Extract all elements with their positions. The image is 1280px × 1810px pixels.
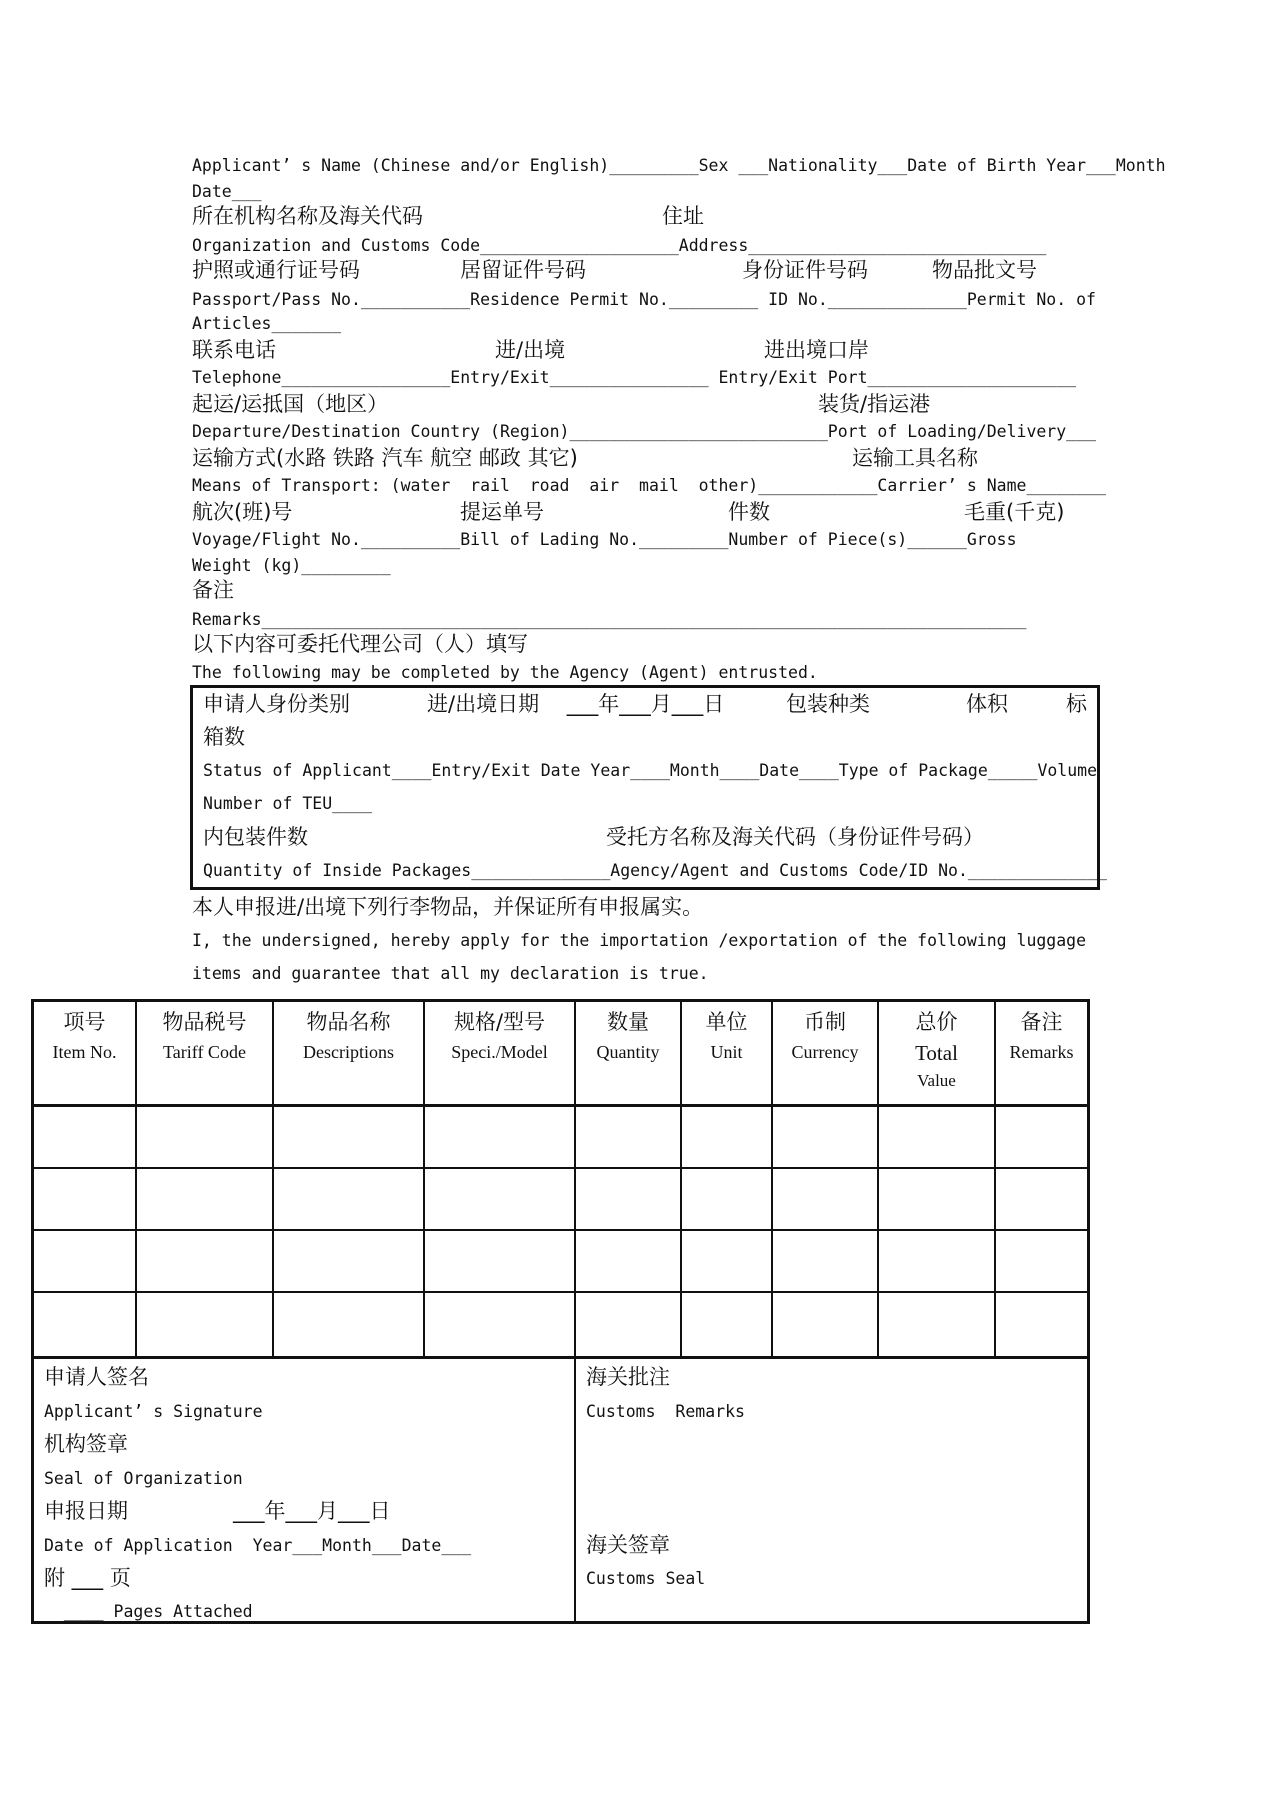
col-header-en: Quantity bbox=[596, 1042, 660, 1062]
col-header-en: Speci./Model bbox=[451, 1042, 548, 1062]
country-zh-label: 起运/运抵国（地区） bbox=[192, 392, 389, 416]
entry-date-zh-label: 进/出境日期 ___年___月___日 bbox=[427, 692, 725, 716]
teu-zh-label-b: 箱数 bbox=[203, 725, 245, 749]
col-header-quantity bbox=[576, 1008, 680, 1061]
application-date-zh: 申报日期 ___年___月___日 bbox=[44, 1499, 391, 1523]
seal-org-en: Seal of Organization bbox=[44, 1469, 243, 1488]
col-header-zh: 规格/型号 bbox=[453, 1010, 546, 1034]
ids-en-line: Passport/Pass No.___________Residence Permit No._________ ID No.______________Permit No. of bbox=[192, 290, 1096, 309]
transport-en-line: Means of Transport: (water rail road air mail other)____________Carrier’ s Name________ bbox=[192, 476, 1106, 495]
declaration-en-line: I, the undersigned, hereby apply for the importation /exportation of the following luggage bbox=[192, 931, 1087, 950]
customs-remarks-en: Customs Remarks bbox=[586, 1402, 745, 1421]
col-header-zh: 项号 bbox=[63, 1010, 106, 1034]
residence-zh-label: 居留证件号码 bbox=[460, 258, 586, 282]
voyage-zh-label: 航次(班)号 bbox=[192, 500, 293, 524]
id-zh-label: 身份证件号码 bbox=[742, 258, 868, 282]
loading-port-zh-label: 装货/指运港 bbox=[818, 392, 931, 416]
seal-org-zh: 机构签章 bbox=[44, 1432, 128, 1456]
col-header-zh: 单位 bbox=[705, 1010, 748, 1034]
agent-zh-label: 受托方名称及海关代码（身份证件号码） bbox=[606, 825, 984, 849]
customs-seal-zh: 海关签章 bbox=[586, 1533, 670, 1557]
col-header-en: Tariff Code bbox=[163, 1042, 246, 1062]
org-zh-label: 所在机构名称及海关代码 bbox=[192, 204, 423, 228]
transport-zh-label: 运输方式(水路 铁路 汽车 航空 邮政 其它) bbox=[192, 446, 578, 470]
contact-en-line: Telephone_________________Entry/Exit________________ Entry/Exit Port_____________________ bbox=[192, 368, 1077, 387]
col-header-en: Total bbox=[915, 1041, 958, 1065]
applicant-signature-en: Applicant’ s Signature bbox=[44, 1402, 263, 1421]
agency-en-heading: The following may be completed by the Agency (Agent) entrusted. bbox=[192, 663, 818, 682]
col-header-model bbox=[425, 1008, 574, 1061]
col-header-total-value bbox=[879, 1008, 994, 1089]
header-divider bbox=[34, 1104, 1087, 1107]
inside-zh-label: 内包装件数 bbox=[203, 825, 308, 849]
port-zh-label: 进出境口岸 bbox=[764, 338, 869, 362]
customs-remarks-zh: 海关批注 bbox=[586, 1365, 670, 1389]
col-header-zh: 物品税号 bbox=[162, 1010, 247, 1034]
col-header-zh: 数量 bbox=[607, 1010, 649, 1034]
carrier-zh-label: 运输工具名称 bbox=[852, 446, 978, 470]
pieces-zh-label: 件数 bbox=[728, 500, 770, 524]
row-divider bbox=[34, 1291, 1087, 1293]
col-header-en: Currency bbox=[791, 1042, 859, 1062]
teu-zh-label-a: 标 bbox=[1066, 692, 1087, 716]
remarks-en-line: Remarks_____________________________________________________________________________ bbox=[192, 610, 1027, 629]
pages-attached-en: ____ Pages Attached bbox=[44, 1602, 253, 1621]
org-en-line: Organization and Customs Code____________________Address______________________________ bbox=[192, 236, 1047, 255]
departure-en-line: Departure/Destination Country (Region)__________________________Port of Loading/Delivery___ bbox=[192, 422, 1096, 441]
address-zh-label: 住址 bbox=[662, 204, 704, 228]
col-header-remarks bbox=[996, 1008, 1087, 1061]
customs-seal-en: Customs Seal bbox=[586, 1569, 706, 1588]
pages-attached-zh: 附 ___ 页 bbox=[44, 1566, 131, 1590]
entry-zh-label: 进/出境 bbox=[495, 338, 566, 362]
voyage-en-line-cont: Weight (kg)_________ bbox=[192, 556, 391, 575]
application-date-en: Date of Application Year___Month___Date___ bbox=[44, 1536, 472, 1555]
voyage-en-line: Voyage/Flight No.__________Bill of Lading No._________Number of Piece(s)______Gross bbox=[192, 530, 1017, 549]
remarks-zh-label: 备注 bbox=[192, 578, 234, 602]
applicant-line: Applicant’ s Name (Chinese and/or English)_________Sex ___Nationality___Date of Birth Year___Month bbox=[192, 156, 1166, 175]
applicant-signature-zh: 申请人签名 bbox=[44, 1365, 149, 1389]
col-header-zh: 备注 bbox=[1020, 1010, 1063, 1034]
col-header-descriptions bbox=[274, 1008, 423, 1061]
passport-zh-label: 护照或通行证号码 bbox=[192, 258, 360, 282]
agency-en-line-cont: Number of TEU____ bbox=[203, 794, 372, 813]
agency-zh-heading: 以下内容可委托代理公司（人）填写 bbox=[192, 632, 528, 656]
volume-zh-label: 体积 bbox=[966, 692, 1008, 716]
col-header-zh: 总价 bbox=[915, 1010, 958, 1034]
col-header-zh: 币制 bbox=[804, 1010, 846, 1034]
col-header-en: Item No. bbox=[52, 1042, 117, 1062]
ids-en-line-cont: Articles_______ bbox=[192, 314, 342, 333]
col-header-zh: 物品名称 bbox=[306, 1010, 391, 1034]
col-header-en: Unit bbox=[710, 1042, 743, 1062]
row-divider bbox=[34, 1229, 1087, 1231]
col-header-en: Remarks bbox=[1009, 1042, 1074, 1062]
col-header-en: Descriptions bbox=[303, 1042, 394, 1062]
agency-en-line-3: Quantity of Inside Packages______________Agency/Agent and Customs Code/ID No.______________ bbox=[203, 861, 1107, 880]
applicant-line-cont: Date___ bbox=[192, 182, 262, 201]
col-header-currency bbox=[773, 1008, 877, 1061]
col-header-tariff-code bbox=[137, 1008, 272, 1061]
row-divider bbox=[34, 1356, 1087, 1359]
declaration-en-line-cont: items and guarantee that all my declaration is true. bbox=[192, 964, 709, 983]
declaration-zh: 本人申报进/出境下列行李物品，并保证所有申报属实。 bbox=[192, 895, 704, 919]
weight-zh-label: 毛重(千克) bbox=[964, 500, 1065, 524]
col-header-item-no bbox=[34, 1008, 135, 1061]
col-divider bbox=[574, 1002, 576, 1623]
row-divider bbox=[34, 1167, 1087, 1169]
col-header-en-cont: Value bbox=[917, 1071, 956, 1090]
permit-zh-label: 物品批文号 bbox=[932, 258, 1037, 282]
tel-zh-label: 联系电话 bbox=[192, 338, 276, 362]
items-table bbox=[31, 999, 1090, 1624]
agency-en-line: Status of Applicant____Entry/Exit Date Year____Month____Date____Type of Package_____Volume bbox=[203, 761, 1098, 780]
package-zh-label: 包装种类 bbox=[786, 692, 870, 716]
bill-zh-label: 提运单号 bbox=[460, 500, 544, 524]
status-zh-label: 申请人身份类别 bbox=[203, 692, 350, 716]
col-header-unit bbox=[682, 1008, 771, 1061]
